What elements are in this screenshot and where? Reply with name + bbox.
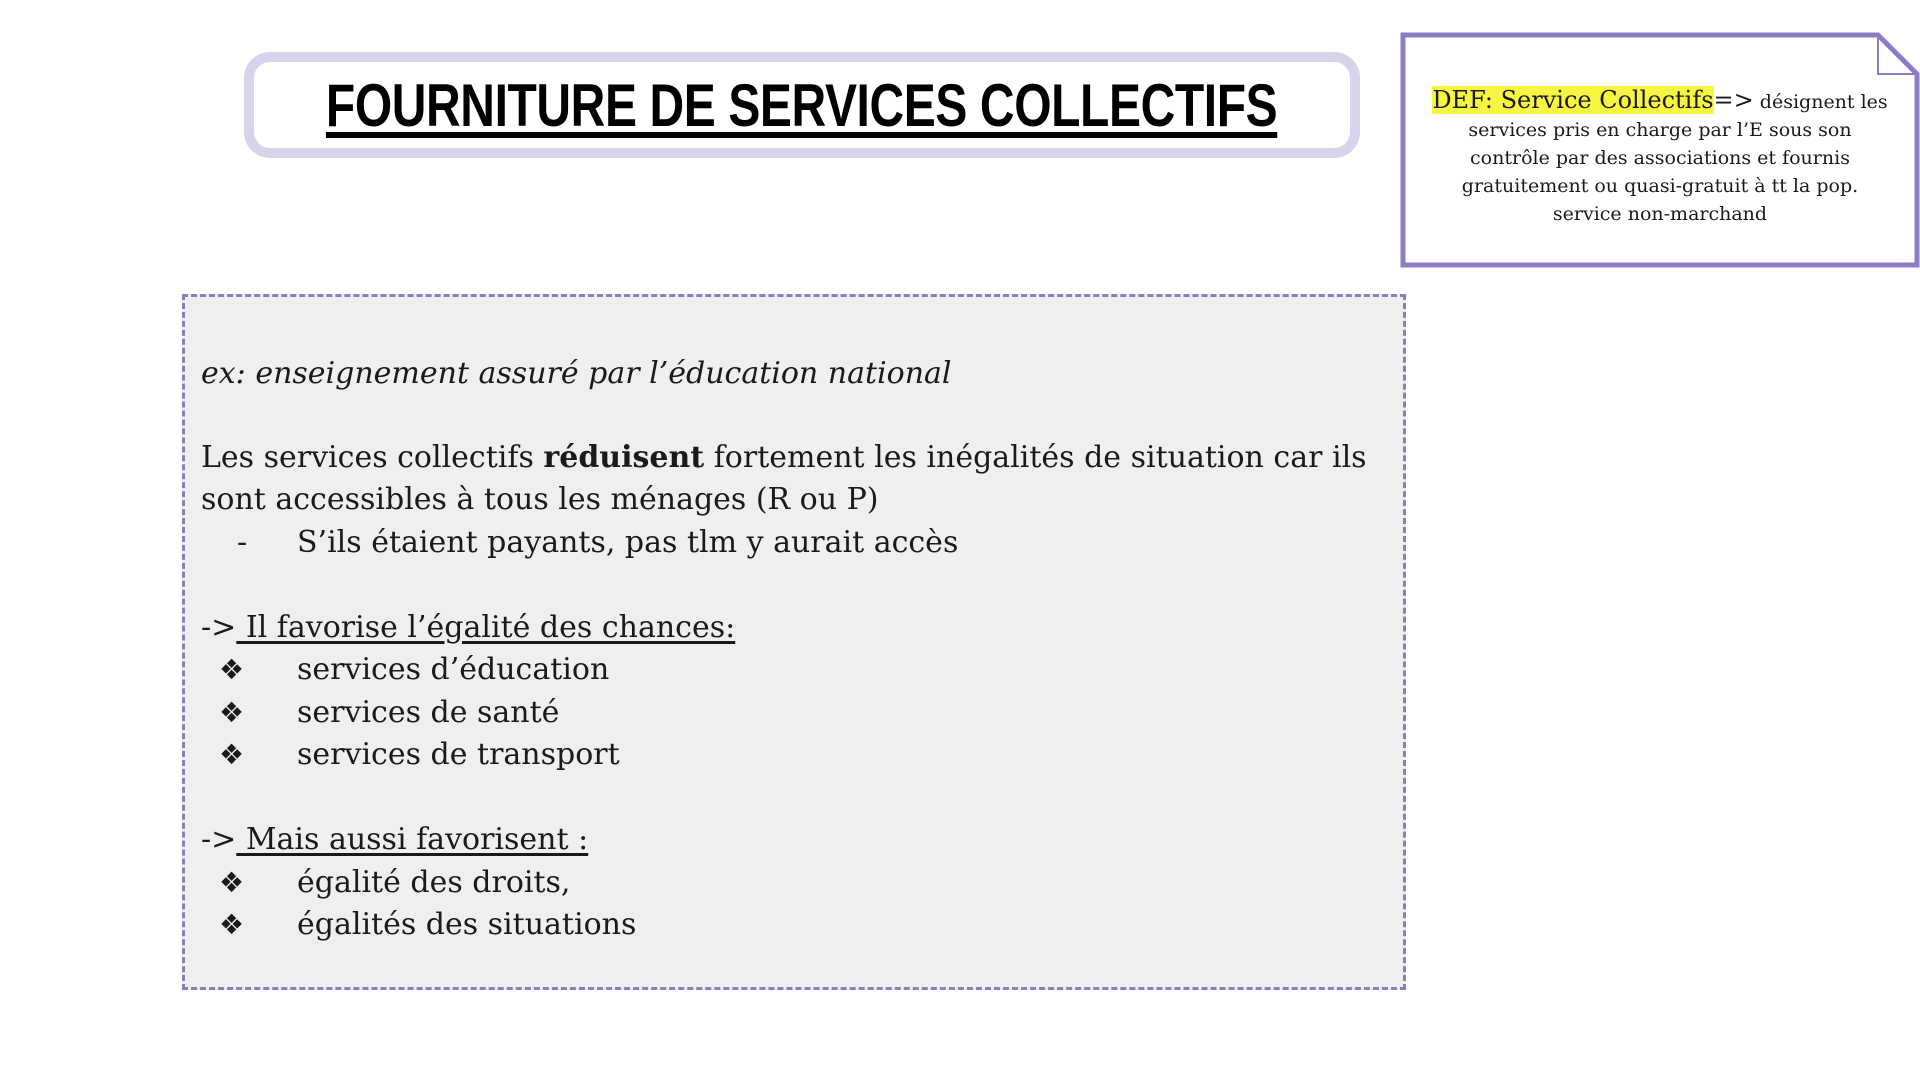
list-item [201,734,1381,777]
definition-text-rest: services pris en charge par l’E sous son contrôle par des associations et fournis gratuitement ou quasi-gratuit à tt la pop. service non-marchand [1461,119,1859,225]
list-item-text: services d’éducation [297,652,610,687]
diamond-bullet-icon: ❖ [219,738,245,771]
section-heading-text: Mais aussi favorisent : [236,822,589,857]
list-item [201,862,1381,905]
dash-list-item [201,522,1381,565]
definition-text-line1: désignent les [1753,91,1888,113]
diamond-bullet-icon: ❖ [219,908,245,941]
list-item-text: égalités des situations [297,907,637,942]
definition-box [1400,32,1920,268]
list-item [201,692,1381,735]
diamond-bullet-icon: ❖ [219,653,245,686]
section-heading-chances [201,607,1381,650]
page-title: FOURNITURE DE SERVICES COLLECTIFS [326,71,1278,139]
list-item [201,649,1381,692]
diamond-bullet-icon: ❖ [219,695,245,729]
list-item-text: égalité des droits, [297,864,571,900]
content-body [201,353,1381,947]
title-banner [244,52,1360,158]
diamond-bullet-icon: ❖ [219,865,245,899]
sentence-post: fortement les inégalités de situation car ils sont accessibles à tous les ménages (R ou P) [201,439,1367,517]
main-sentence [201,437,1381,522]
example-line: ex: enseignement assuré par l’éducation national [201,356,952,391]
content-box [182,294,1406,990]
dash-item-text: S’ils étaient payants, pas tlm y aurait accès [297,524,959,560]
spacer [201,564,1381,607]
section-arrow: -> [201,822,237,857]
section-heading-text: Il favorise l’égalité des chances: [236,609,736,645]
definition-text [1428,86,1892,228]
sentence-bold: réduisent [543,439,705,475]
dash-marker: - [237,524,248,560]
list-item [201,904,1381,947]
section-heading-also [201,819,1381,862]
spacer [201,777,1381,820]
list-item-text: services de transport [297,737,620,772]
sentence-pre: Les services collectifs [201,439,544,475]
definition-arrow: => [1713,86,1754,114]
list-item-text: services de santé [297,694,560,730]
definition-label: DEF: Service Collectifs [1432,86,1714,114]
section-arrow: -> [201,609,237,645]
